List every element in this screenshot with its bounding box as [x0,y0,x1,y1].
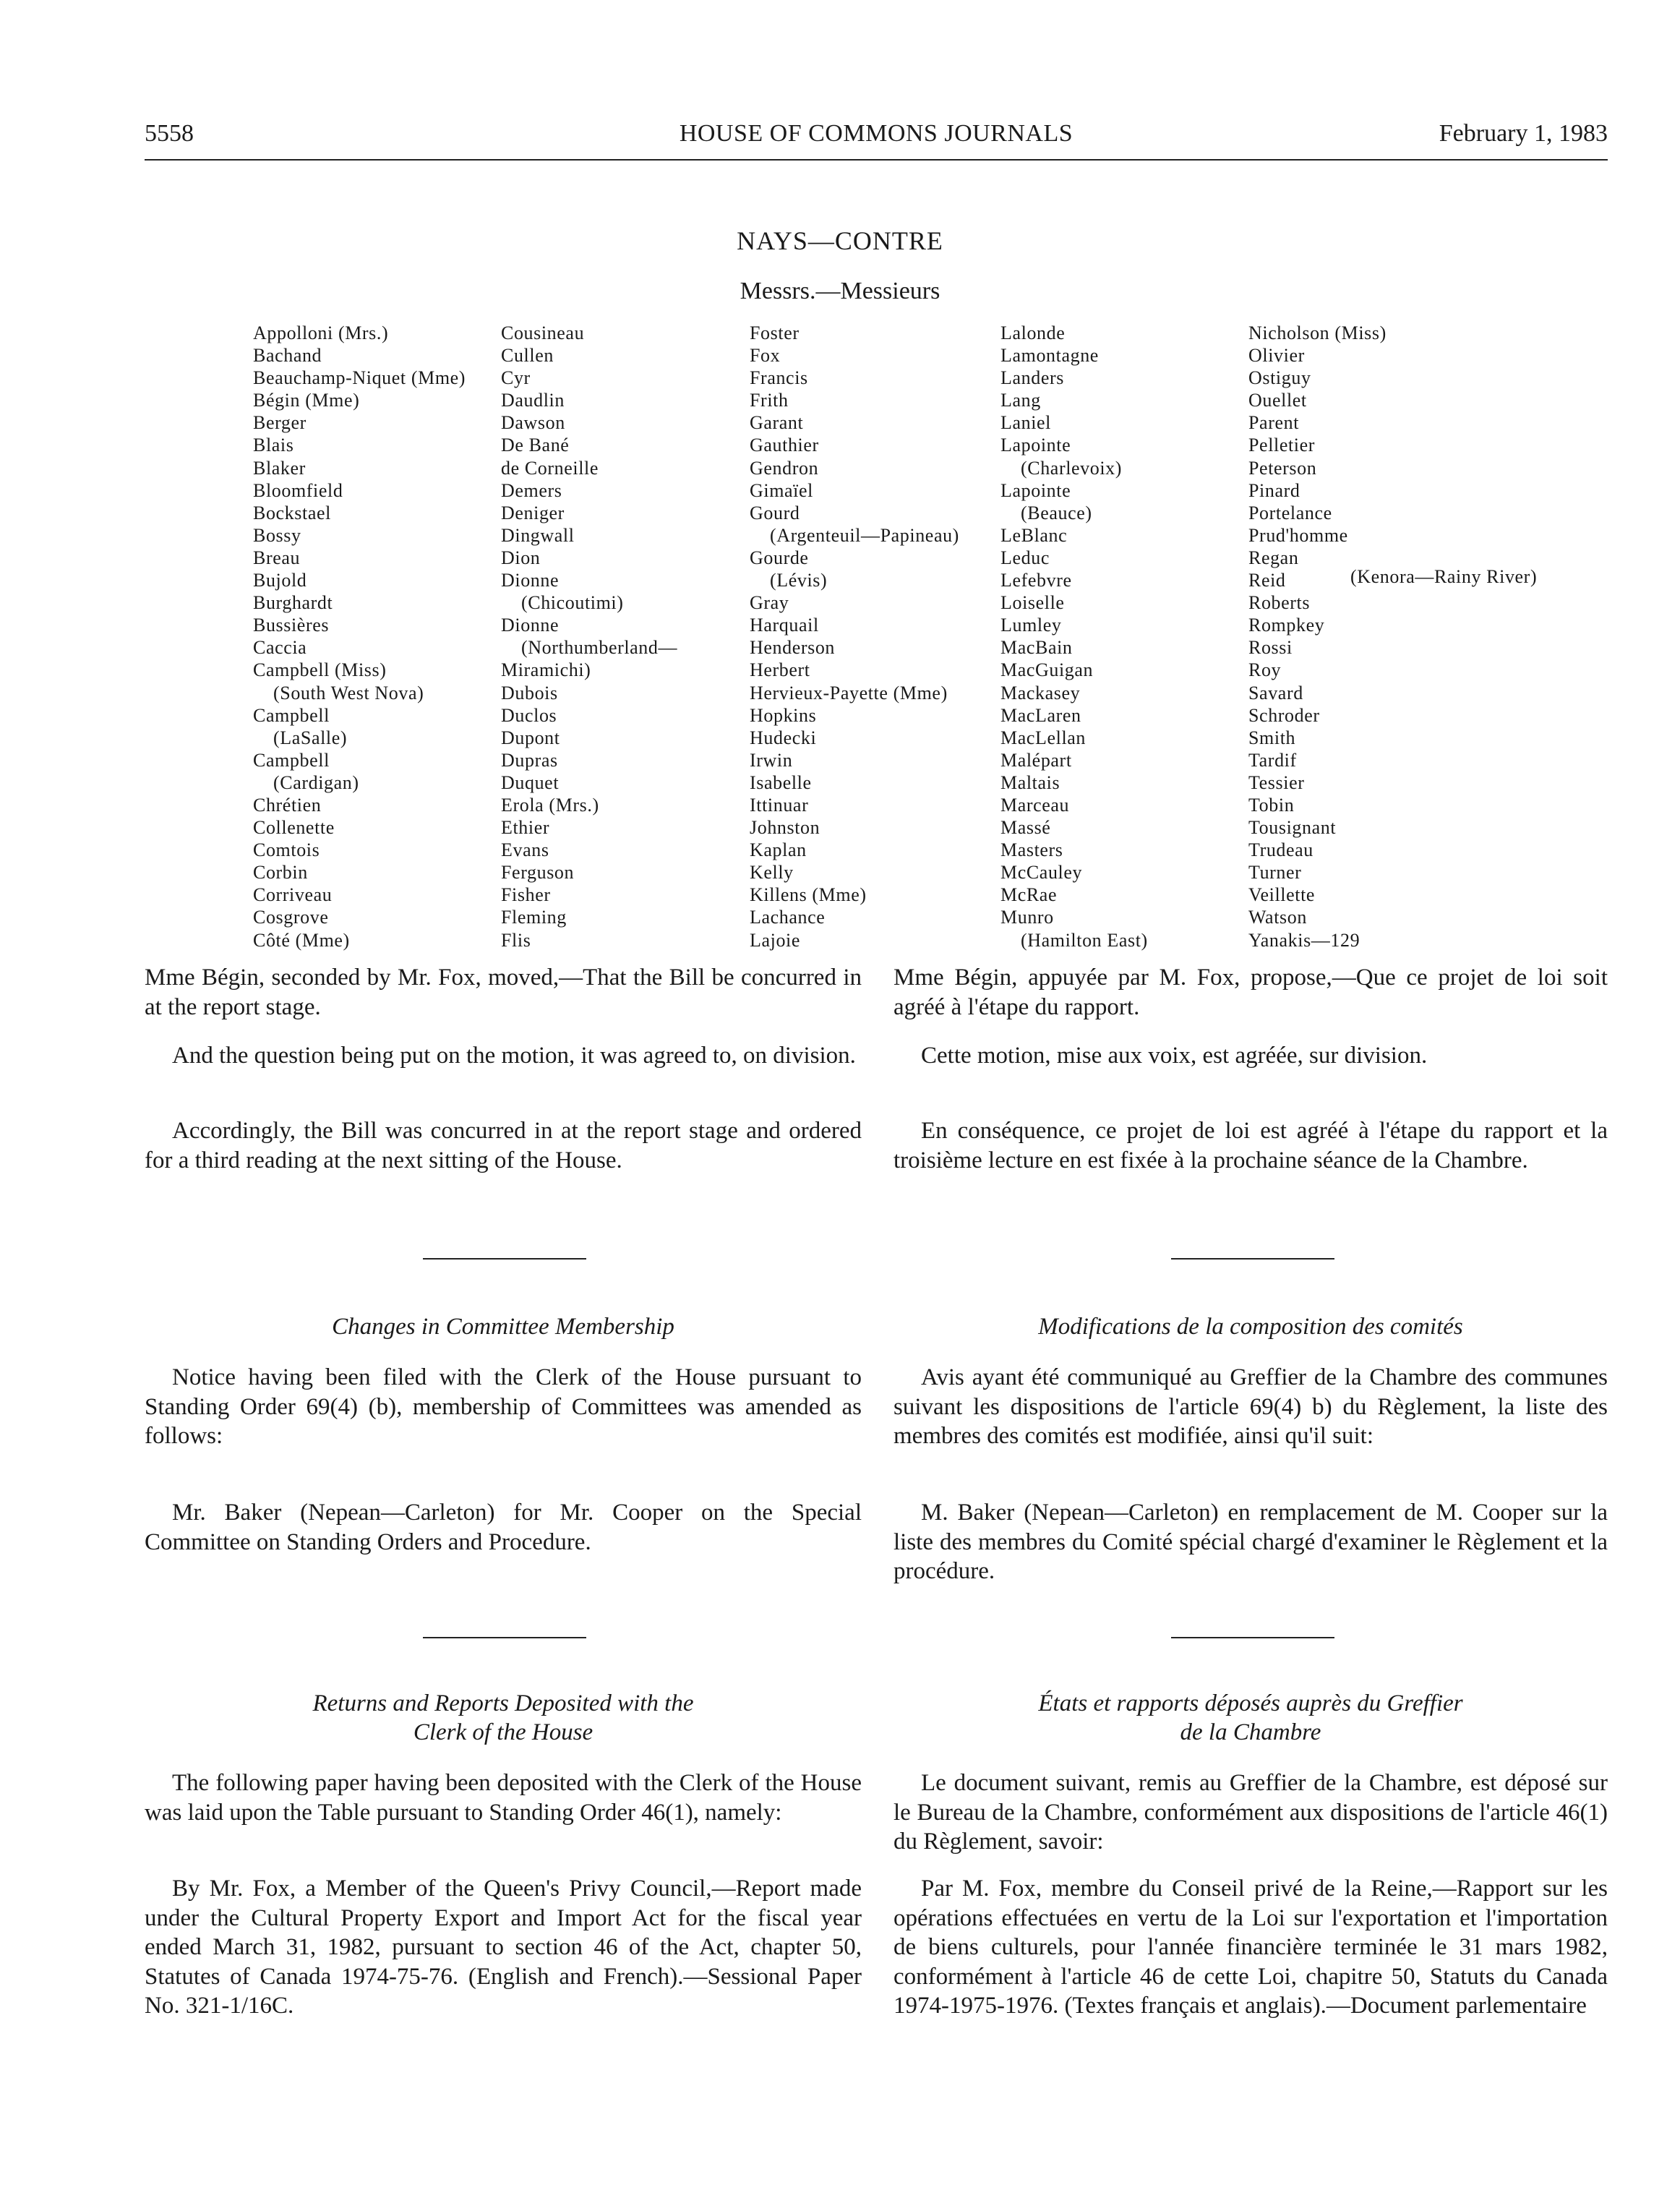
nays-title: NAYS—CONTRE [737,226,943,255]
member-name: Cousineau [501,322,585,343]
member-name: Bussières [253,615,330,636]
member-name: MacLellan [1000,727,1087,748]
member-name: Garant [750,412,804,434]
member-name: MacBain [1000,637,1073,659]
member-name: Duquet [501,771,560,793]
member-name: LeBlanc [1000,524,1068,546]
member-name: Dion [501,547,541,568]
member-name: Lalonde [1000,322,1066,343]
member-name: Gray [750,592,789,614]
member-name: Laniel [1000,412,1052,434]
member-name: Rompkey [1248,615,1325,636]
member-name: Dupras [501,749,558,771]
header-rule [145,159,1608,161]
member-name: Bachand [253,345,322,367]
member-name: Ferguson [501,862,575,884]
member-name: Masters [1000,839,1063,861]
member-name: (Beauce) [1021,502,1092,523]
member-name: Erola (Mrs.) [501,794,599,816]
member-name: Killens (Mme) [750,884,867,906]
member-name: Bloomfield [253,479,343,501]
member-name: Loiselle [1000,592,1065,614]
member-name: Bujold [253,570,307,591]
member-name: Fleming [501,907,567,928]
member-name: MacLaren [1000,704,1081,726]
member-name: Duclos [501,704,557,726]
member-name: Ethier [501,817,550,839]
reid-riding: (Kenora—Rainy River) [1350,566,1538,587]
member-name: Portelance [1248,502,1332,523]
member-name: Lajoie [750,929,801,951]
member-name: Harquail [750,615,819,636]
member-name: Fox [750,345,781,367]
member-name: (Hamilton East) [1021,929,1148,951]
member-name: Demers [501,479,562,501]
member-name: Kaplan [750,839,807,861]
member-name: Hervieux-Payette (Mme) [750,682,948,704]
member-name: Appolloni (Mrs.) [253,322,389,343]
committee-change-fr: M. Baker (Nepean—Carleton) en remplacement de M. Cooper sur la liste des membres du Comité spécial chargé d'examiner le Règlement et la procédure. [893,1500,1608,1584]
member-name: Kelly [750,862,794,884]
member-name: Malépart [1000,749,1072,771]
committee-title-en: Changes in Committee Membership [332,1314,674,1340]
member-name: Hopkins [750,704,817,726]
member-name: Campbell [253,704,330,726]
member-name: Corriveau [253,884,333,906]
member-name: Collenette [253,817,335,839]
returns-intro-en: The following paper having been deposited with the Clerk of the House was laid upon the Table pursuant to Standing Order 46(1), namely: [145,1770,862,1826]
member-name: Francis [750,367,808,389]
nays-column-3 [750,322,959,951]
member-name: Landers [1000,367,1064,389]
member-name: Nicholson (Miss) [1248,322,1387,343]
returns-item-fr: Par M. Fox, membre du Conseil privé de la Reine,—Rapport sur les opérations effectuées en vertu de la Loi sur l'exportation et l'importation de biens culturels, pour l'année financière terminée le 31 mars 1982, conformément à l'article 46 de cette Loi, chapitre 50, Statuts du Canada 1974-1975-1976. (Textes français et anglais).—Document parlementaire [893,1876,1608,2019]
member-name: Irwin [750,749,793,771]
member-name: Ouellet [1248,390,1307,411]
member-name: Lang [1000,390,1041,411]
member-name: Gendron [750,457,819,479]
member-name: Beauchamp-Niquet (Mme) [253,367,466,389]
member-name: Pinard [1248,479,1300,501]
member-name: (Northumberland— [521,637,678,659]
member-name: (Cardigan) [273,771,359,793]
returns-title-en-line-1: Returns and Reports Deposited with the [312,1690,694,1716]
member-name: Côté (Mme) [253,929,350,951]
member-name: Parent [1248,412,1300,434]
member-name: Leduc [1000,547,1050,568]
member-name: Gourde [750,547,809,568]
member-name: Corbin [253,862,308,884]
member-name: Daudlin [501,390,565,411]
returns-intro-fr: Le document suivant, remis au Greffier de la Chambre, est déposé sur le Bureau de la Chambre, conformément aux dispositions de l'article 46(1) du Règlement, savoir: [893,1770,1608,1855]
member-name: Ittinuar [750,794,809,816]
member-name: Roberts [1248,592,1311,614]
member-name: (Chicoutimi) [521,592,624,614]
member-name: Tardif [1248,749,1297,771]
committee-notice-en: Notice having been filed with the Clerk of the House pursuant to Standing Order 69(4) (b), membership of Committees was amended as follows: [145,1364,862,1449]
member-name: Cullen [501,345,554,367]
member-name: Schroder [1248,704,1320,726]
returns-title-fr-line-2: de la Chambre [1180,1719,1321,1745]
member-name: Veillette [1248,884,1316,906]
member-name: Dupont [501,727,560,748]
member-name: Lapointe [1000,479,1071,501]
member-name: De Bané [501,435,570,456]
member-name: Bossy [253,524,301,546]
member-name: Regan [1248,547,1299,568]
member-name: (Lévis) [770,570,828,591]
motion-en-3: Accordingly, the Bill was concurred in at the report stage and ordered for a third reading at the next sitting of the House. [145,1118,862,1173]
motion-fr-2: Cette motion, mise aux voix, est agréée, sur division. [921,1043,1428,1069]
returns-title-en-line-2: Clerk of the House [413,1719,593,1745]
member-name: Olivier [1248,345,1305,367]
member-name: Lapointe [1000,435,1071,456]
member-name: Dawson [501,412,565,434]
member-name: Tessier [1248,771,1305,793]
member-name: Reid [1248,570,1286,591]
nays-column-2 [501,322,677,951]
member-name: Herbert [750,659,810,681]
member-name: Pelletier [1248,435,1316,456]
member-name: Deniger [501,502,565,523]
member-name: Dubois [501,682,558,704]
member-name: Gimaïel [750,479,813,501]
member-name: Lachance [750,907,826,928]
member-name: Campbell [253,749,330,771]
returns-title-fr [893,1689,1608,1747]
member-name: Chrétien [253,794,322,816]
member-name: Tobin [1248,794,1295,816]
member-name: Lefebvre [1000,570,1072,591]
committee-title-fr: Modifications de la composition des comités [1038,1314,1463,1340]
motion-en-2: And the question being put on the motion, it was agreed to, on division. [172,1043,856,1069]
member-name: Frith [750,390,789,411]
nays-column-4 [1000,322,1148,951]
member-name: McCauley [1000,862,1083,884]
section-divider [1171,1258,1334,1260]
member-name: Blais [253,435,294,456]
member-name: MacGuigan [1000,659,1094,681]
member-name: Johnston [750,817,820,839]
member-name: Dingwall [501,524,575,546]
journal-date: February 1, 1983 [1439,120,1608,147]
nays-subtitle: Messrs.—Messieurs [740,278,940,304]
member-name: Savard [1248,682,1303,704]
member-name: Fisher [501,884,551,906]
member-name: de Corneille [501,457,599,479]
member-name: Smith [1248,727,1296,748]
member-name: Cyr [501,367,531,389]
member-name: Maltais [1000,771,1060,793]
member-name: Hudecki [750,727,817,748]
member-name: Lumley [1000,615,1062,636]
page-number: 5558 [145,120,194,147]
member-name: Dionne [501,570,560,591]
nays-column-1 [253,322,466,951]
journal-title: HOUSE OF COMMONS JOURNALS [679,120,1073,147]
member-name: Marceau [1000,794,1070,816]
member-name: Dionne [501,615,560,636]
member-name: Caccia [253,637,307,659]
motion-fr-3: En conséquence, ce projet de loi est agréé à l'étape du rapport et la troisième lecture en est fixée à la prochaine séance de la Chambre. [893,1118,1608,1173]
member-name: Flis [501,929,531,951]
section-divider [1171,1637,1334,1638]
member-name: Miramichi) [501,659,591,681]
member-name: Peterson [1248,457,1317,479]
member-name: McRae [1000,884,1058,906]
member-name: Comtois [253,839,320,861]
member-name: (South West Nova) [273,682,424,704]
member-name: Henderson [750,637,836,659]
member-name: Watson [1248,907,1307,928]
member-name: (LaSalle) [273,727,348,748]
member-name: Rossi [1248,637,1293,659]
returns-item-en: By Mr. Fox, a Member of the Queen's Privy Council,—Report made under the Cultural Property Export and Import Act for the fiscal year ended March 31, 1982, pursuant to section 46 of the Act, chapter 50, Statutes of Canada 1974-75-76. (English and French).—Sessional Paper No. 321-1/16C. [145,1876,862,2019]
member-name: Bockstael [253,502,331,523]
member-name: Tousignant [1248,817,1337,839]
motion-en-1: Mme Bégin, seconded by Mr. Fox, moved,—That the Bill be concurred in at the report stage. [145,965,862,1020]
member-name: Yanakis—129 [1248,929,1360,951]
member-name: Trudeau [1248,839,1313,861]
member-name: Roy [1248,659,1282,681]
member-name: Berger [253,412,307,434]
member-name: Bégin (Mme) [253,390,360,411]
returns-title-en [145,1689,862,1747]
returns-title-fr-line-1: États et rapports déposés auprès du Greffier [1038,1690,1463,1716]
member-name: Mackasey [1000,682,1081,704]
member-name: Campbell (Miss) [253,659,387,681]
member-name: Turner [1248,862,1302,884]
member-name: Gourd [750,502,800,523]
page-header [145,120,1608,158]
member-name: Lamontagne [1000,345,1099,367]
member-name: Isabelle [750,771,812,793]
nays-column-5 [1248,322,1387,951]
section-divider [423,1637,586,1638]
member-name: Evans [501,839,549,861]
member-name: Foster [750,322,800,343]
member-name: Cosgrove [253,907,329,928]
member-name: Prud'homme [1248,524,1348,546]
member-name: Munro [1000,907,1054,928]
motion-fr-1: Mme Bégin, appuyée par M. Fox, propose,—Que ce projet de loi soit agréé à l'étape du rapport. [893,965,1608,1020]
member-name: Massé [1000,817,1051,839]
section-divider [423,1258,586,1260]
committee-change-en: Mr. Baker (Nepean—Carleton) for Mr. Cooper on the Special Committee on Standing Orders and Procedure. [145,1500,862,1555]
member-name: (Argenteuil—Papineau) [770,524,959,546]
member-name: Breau [253,547,301,568]
member-name: (Charlevoix) [1021,457,1123,479]
member-name: Ostiguy [1248,367,1311,389]
member-name: Burghardt [253,592,333,614]
committee-notice-fr: Avis ayant été communiqué au Greffier de la Chambre des communes suivant les dispositions de l'article 69(4) b) du Règlement, la liste des membres des comités est modifiée, ainsi qu'il suit: [893,1364,1608,1449]
member-name: Gauthier [750,435,819,456]
member-name: Blaker [253,457,306,479]
